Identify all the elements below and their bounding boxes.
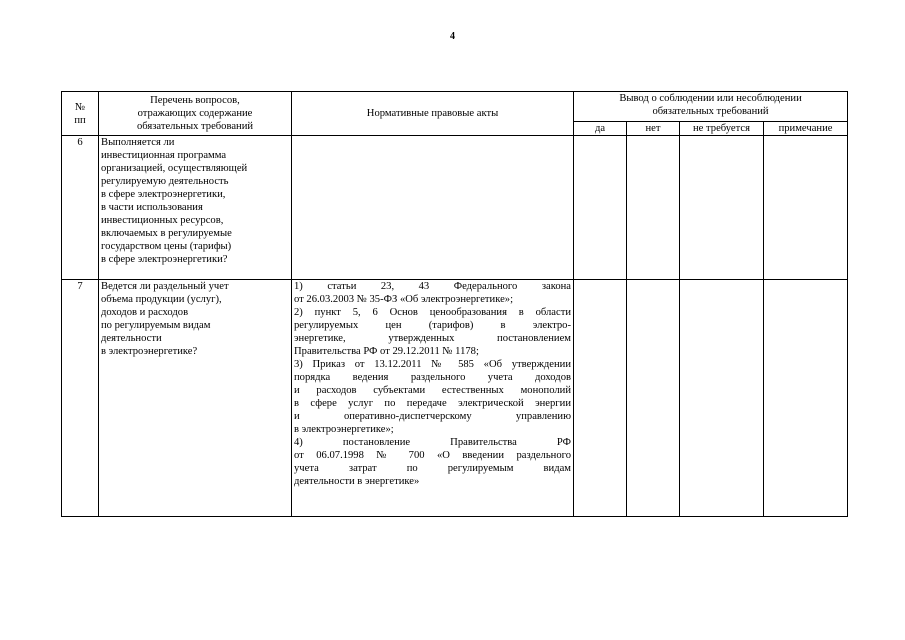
table-row [62,136,848,280]
cell-note [764,280,848,517]
act-line: 3) Приказ от 13.12.2011 № 585 «Об утверждении [294,359,571,370]
text-line: по регулируемым видам [101,320,211,331]
cell-not-required [680,280,764,517]
row-number: 7 [62,280,99,517]
text-line: в сфере электроэнергетики, [101,189,226,200]
act-line: в сфере услуг по передаче электрической энергии [294,398,571,409]
act-line: 4) постановление Правительства РФ [294,437,571,448]
text-line: Ведется ли раздельный учет [101,281,229,292]
act-line: деятельности в энергетике» [294,476,420,487]
act-line: от 26.03.2003 № 35-ФЗ «Об электроэнергетике»; [294,294,514,305]
text-line: объема продукции (услуг), [101,294,222,305]
act-line: и оперативно-диспетчерскому управлению [294,411,571,422]
header-no: нет [627,122,680,136]
header-questions: Перечень вопросов, отражающих содержание обязательных требований [99,92,292,136]
text-line: включаемых в регулируемые [101,228,232,239]
header-yes: да [574,122,627,136]
header-number: № пп [62,92,99,136]
act-line: 2) пункт 5, 6 Основ ценообразования в области [294,307,571,318]
header-acts: Нормативные правовые акты [292,92,574,136]
cell-note [764,136,848,280]
text-line: государством цены (тарифы) [101,241,232,252]
text-line: инвестиционных ресурсов, [101,215,224,226]
cell-yes [574,136,627,280]
text-line: в части использования [101,202,203,213]
text-line: Выполняется ли [101,137,175,148]
header-not-required: не требуется [680,122,764,136]
requirements-table [61,91,848,517]
act-line: в электроэнергетике»; [294,424,394,435]
row-acts [292,280,574,517]
text-line: в электроэнергетике? [101,346,198,357]
act-line: Правительства РФ от 29.12.2011 № 1178; [294,346,479,357]
act-line: регулируемых цен (тарифов) в электро- [294,320,571,331]
cell-no [627,280,680,517]
row-number: 6 [62,136,99,280]
act-line: порядка ведения раздельного учета доходов [294,372,571,383]
header-note: примечание [764,122,848,136]
act-line: 1) статьи 23, 43 Федерального закона [294,281,571,292]
text-line: деятельности [101,333,162,344]
act-line: учета затрат по регулируемым видам [294,463,571,474]
cell-not-required [680,136,764,280]
text-line: организацией, осуществляющей [101,163,248,174]
text-line: регулируемую деятельность [101,176,229,187]
header-conclusion: Вывод о соблюдении или несоблюдении обязательных требований [574,92,848,122]
table-row [62,280,848,517]
text-line: инвестиционная программа [101,150,227,161]
act-line: энергетике, утвержденных постановлением [294,333,571,344]
row-acts [292,136,574,280]
act-line: от 06.07.1998 № 700 «О введении раздельного [294,450,571,461]
page-number: 4 [450,31,455,42]
row-question [99,136,292,280]
text-line: доходов и расходов [101,307,189,318]
cell-no [627,136,680,280]
row-question [99,280,292,517]
text-line: в сфере электроэнергетики? [101,254,228,265]
cell-yes [574,280,627,517]
act-line: и расходов субъектами естественных монополий [294,385,571,396]
